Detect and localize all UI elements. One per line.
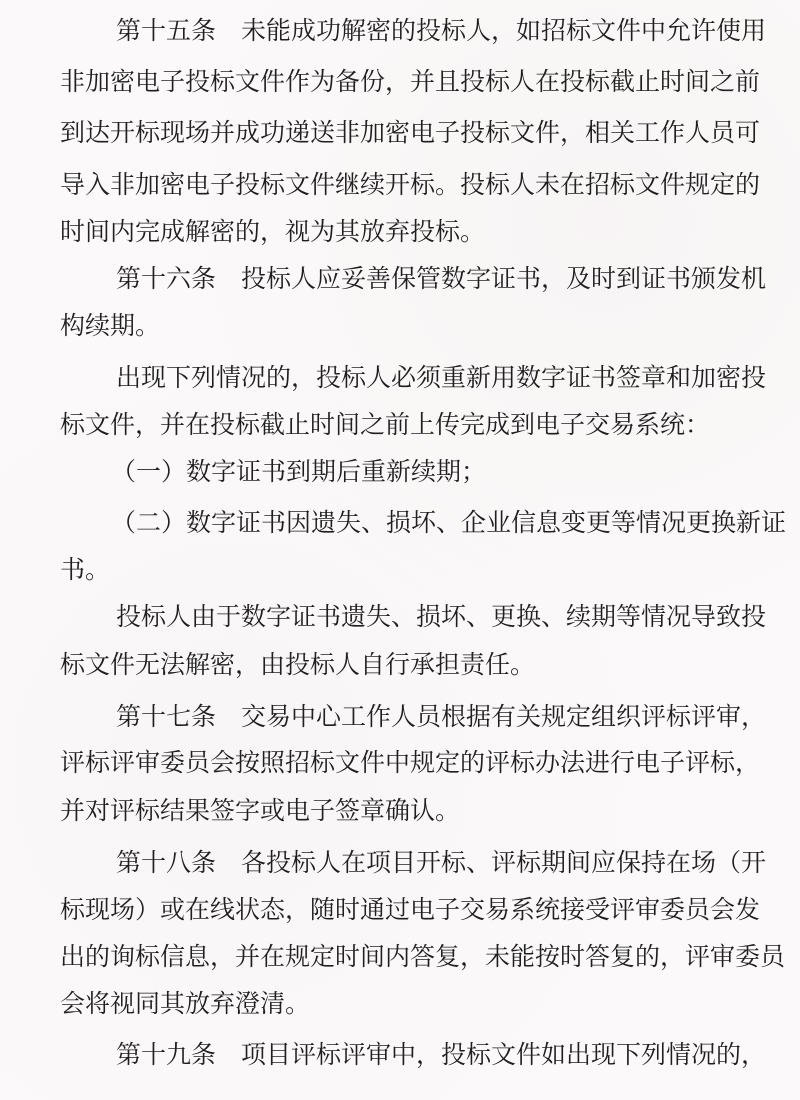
- text-line: 第十六条 投标人应妥善保管数字证书，及时到证书颁发机: [116, 264, 767, 293]
- text-line: 会将视同其放弃澄清。: [60, 989, 311, 1018]
- text-line: 标现场）或在线状态，随时通过电子交易系统接受评审委员会发: [60, 895, 761, 924]
- text-line: 第十五条 未能成功解密的投标人，如招标文件中允许使用: [116, 16, 767, 45]
- text-line: 标文件无法解密，由投标人自行承担责任。: [60, 650, 536, 679]
- text-line: 非加密电子投标文件作为备份，并且投标人在投标截止时间之前: [60, 67, 761, 96]
- text-line: 第十七条 交易中心工作人员根据有关规定组织评标评审，: [116, 702, 767, 731]
- text-line: 标文件，并在投标截止时间之前上传完成到电子交易系统：: [60, 410, 711, 439]
- text-line: 导入非加密电子投标文件继续开标。投标人未在招标文件规定的: [60, 170, 761, 199]
- text-line: （一）数字证书到期后重新续期；: [111, 457, 487, 486]
- text-line: 出的询标信息，并在规定时间内答复，未能按时答复的，评审委员: [60, 942, 786, 971]
- text-line: 构续期。: [60, 311, 161, 340]
- text-line: 第十八条 各投标人在项目开标、评标期间应保持在场（开: [116, 848, 767, 877]
- text-line: 出现下列情况的，投标人必须重新用数字证书签章和加密投: [116, 363, 767, 392]
- text-line: 到达开标现场并成功递送非加密电子投标文件，相关工作人员可: [60, 118, 761, 147]
- text-line: 时间内完成解密的，视为其放弃投标。: [60, 217, 486, 246]
- text-line: 投标人由于数字证书遗失、损坏、更换、续期等情况导致投: [116, 602, 767, 631]
- text-line: 书。: [60, 555, 111, 584]
- text-line: 评标评审委员会按照招标文件中规定的评标办法进行电子评标，: [60, 748, 761, 777]
- text-line: 第十九条 项目评标评审中，投标文件如出现下列情况的，: [116, 1040, 767, 1069]
- text-line: 并对评标结果签字或电子签章确认。: [60, 796, 461, 825]
- text-line: （二）数字证书因遗失、损坏、企业信息变更等情况更换新证: [111, 508, 787, 537]
